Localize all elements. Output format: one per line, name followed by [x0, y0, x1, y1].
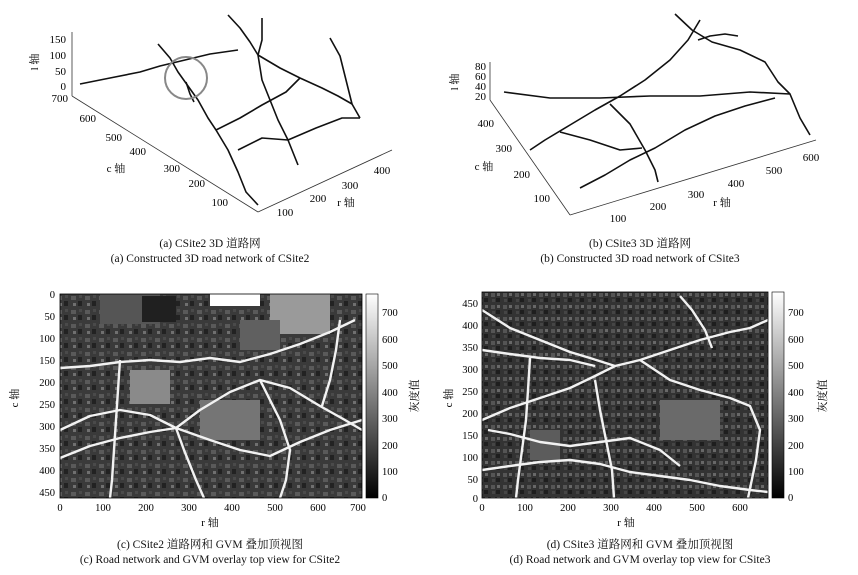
- panel-d-y-tick: 450: [462, 299, 478, 310]
- panel-c-cb-tick: 700: [382, 308, 398, 319]
- panel-a-c-tick: 600: [79, 113, 96, 125]
- panel-c-y-tick: 0: [49, 290, 55, 301]
- panel-c-x-tick: 200: [138, 503, 154, 514]
- panel-b-c-tick: 400: [477, 118, 494, 130]
- panel-b-c-tick: 200: [513, 169, 530, 181]
- panel-a-c-axis-label: c 轴: [106, 163, 126, 175]
- panel-d-cb-tick: 200: [788, 441, 804, 452]
- panel-c-x-tick: 100: [95, 503, 111, 514]
- panel-b-c-tick: 100: [533, 193, 550, 205]
- panel-c-y-tick: 450: [39, 488, 55, 499]
- panel-d-x-tick: 600: [732, 503, 748, 514]
- panel-d-y-tick: 400: [462, 321, 478, 332]
- panel-c-caption: [0, 538, 420, 568]
- panel-d-x-tick: 100: [517, 503, 533, 514]
- panel-c-building: [200, 400, 260, 440]
- panel-c-building: [210, 294, 260, 306]
- panel-d-x-ticks: [479, 503, 748, 514]
- panel-d-y-ticks: [462, 299, 478, 505]
- panel-b-r-tick: 100: [609, 213, 627, 225]
- panel-c-cb-tick: 300: [382, 414, 398, 425]
- panel-c-x-ticks: [57, 503, 366, 514]
- panel-c-y-tick: 350: [39, 444, 55, 455]
- panel-b-l-tick: 20: [475, 91, 486, 103]
- panel-d-cb-tick: 400: [788, 388, 804, 399]
- panel-c-building: [142, 296, 176, 322]
- panel-d-caption: [430, 538, 850, 568]
- panel-b-r-tick: 600: [802, 152, 820, 164]
- panel-c-x-tick: 300: [181, 503, 197, 514]
- panel-d-x-axis-label: r 轴: [617, 517, 635, 529]
- panel-a-caption-en: (a) Constructed 3D road network of CSite2: [110, 253, 310, 265]
- panel-d-y-axis-label: c 轴: [443, 388, 455, 408]
- panel-c-y-tick: 100: [39, 334, 55, 345]
- panel-b-l-tick: 40: [475, 81, 486, 93]
- panel-d-y-tick: 250: [462, 387, 478, 398]
- panel-c-cb-tick: 0: [382, 493, 388, 504]
- panel-a-c-tick: 300: [163, 163, 180, 175]
- panel-a-r-tick: 200: [309, 193, 327, 205]
- panel-b-caption-en: (b) Constructed 3D road network of CSite3: [540, 253, 740, 265]
- panel-a-l-tick: 100: [49, 50, 66, 62]
- panel-c-y-axis-label: c 轴: [9, 388, 21, 408]
- panel-a-caption-cn: (a) CSite2 3D 道路网: [159, 238, 261, 250]
- panel-a-road-network: [80, 15, 360, 205]
- panel-b-l-tick: 60: [475, 71, 486, 83]
- panel-c-y-ticks: [39, 290, 55, 499]
- panel-c-x-axis-label: r 轴: [201, 517, 219, 529]
- panel-d-y-tick: 200: [462, 409, 478, 420]
- panel-d-y-tick: 150: [462, 431, 478, 442]
- panel-c-x-tick: 500: [267, 503, 283, 514]
- panel-d-y-tick: 100: [462, 453, 478, 464]
- panel-d-x-tick: 200: [560, 503, 576, 514]
- panel-b-c-tick: 300: [495, 143, 512, 155]
- panel-d-x-tick: 500: [689, 503, 705, 514]
- panel-d-cb-tick: 700: [788, 308, 804, 319]
- panel-d-gvm-image: [482, 292, 768, 498]
- panel-b-r-axis: [570, 140, 816, 215]
- panel-c-caption-cn: (c) CSite2 道路网和 GVM 叠加顶视图: [117, 539, 303, 551]
- panel-a-caption: [0, 237, 420, 267]
- panel-c-y-tick: 200: [39, 378, 55, 389]
- panel-a-c-tick: 200: [188, 178, 205, 190]
- panel-b-caption-cn: (b) CSite3 3D 道路网: [589, 238, 691, 250]
- panel-b-r-tick: 400: [727, 178, 745, 190]
- panel-b-3d-plot: [430, 0, 858, 228]
- panel-c-overlay-plot: [0, 280, 430, 530]
- panel-d-cb-tick: 0: [788, 493, 794, 504]
- panel-c-building: [240, 320, 280, 350]
- panel-c-y-tick: 250: [39, 400, 55, 411]
- panel-b-road-network: [504, 14, 810, 188]
- panel-d-caption-cn: (d) CSite3 道路网和 GVM 叠加顶视图: [546, 539, 734, 551]
- panel-b-c-axis-label: c 轴: [474, 161, 494, 173]
- panel-b-r-tick: 200: [649, 201, 667, 213]
- panel-c-y-tick: 300: [39, 422, 55, 433]
- panel-c-colorbar-ticks: [382, 308, 398, 504]
- panel-b-r-tick: 500: [765, 165, 783, 177]
- panel-c-caption-en: (c) Road network and GVM overlay top view for CSite2: [79, 554, 341, 566]
- panel-c-x-tick: 400: [224, 503, 240, 514]
- panel-d-cb-tick: 300: [788, 414, 804, 425]
- panel-c-y-tick: 400: [39, 466, 55, 477]
- panel-b-r-tick: 300: [687, 189, 705, 201]
- panel-d-caption-en: (d) Road network and GVM overlay top view for CSite3: [509, 554, 771, 566]
- panel-a-r-tick: 300: [341, 180, 359, 192]
- panel-d-y-tick: 50: [467, 475, 478, 486]
- panel-b-l-axis-label: l 轴: [449, 73, 461, 91]
- panel-b-caption: [430, 237, 850, 267]
- panel-a-c-tick: 100: [211, 197, 228, 209]
- panel-a-c-tick: 500: [105, 132, 122, 144]
- panel-c-x-tick: 0: [57, 503, 63, 514]
- panel-d-cb-tick: 600: [788, 335, 804, 346]
- panel-d-overlay-plot: [430, 280, 858, 530]
- panel-d-y-tick: 0: [472, 494, 478, 505]
- panel-d-colorbar-ticks: [788, 308, 804, 504]
- panel-a-l-axis-label: l 轴: [29, 53, 41, 71]
- panel-a-l-tick: 50: [55, 66, 66, 78]
- panel-c-x-tick: 600: [310, 503, 326, 514]
- panel-c-cb-tick: 500: [382, 361, 398, 372]
- panel-c-building: [130, 370, 170, 404]
- panel-d-y-tick: 350: [462, 343, 478, 354]
- panel-c-y-tick: 150: [39, 356, 55, 367]
- panel-b-r-axis-label: r 轴: [713, 197, 731, 209]
- panel-c-cb-tick: 600: [382, 335, 398, 346]
- panel-a-3d-plot: [0, 0, 430, 228]
- panel-d-x-tick: 400: [646, 503, 662, 514]
- panel-a-l-tick: 150: [49, 34, 66, 46]
- panel-d-building: [660, 400, 720, 440]
- panel-a-l-tick: 0: [60, 81, 66, 93]
- panel-d-cb-tick: 100: [788, 467, 804, 478]
- panel-a-c-tick: 700: [51, 93, 68, 105]
- panel-c-colorbar-label: 灰度值: [409, 379, 421, 413]
- panel-a-c-tick: 400: [129, 146, 146, 158]
- panel-c-x-tick: 700: [350, 503, 366, 514]
- panel-a-highlight-circle: [165, 57, 207, 99]
- panel-c-colorbar: [366, 294, 378, 498]
- panel-d-cb-tick: 500: [788, 361, 804, 372]
- panel-a-r-tick: 100: [276, 207, 294, 219]
- panel-a-r-axis-label: r 轴: [337, 197, 355, 209]
- panel-b-l-tick: 80: [475, 61, 486, 73]
- panel-d-colorbar-label: 灰度值: [817, 379, 829, 413]
- panel-b-c-axis: [490, 100, 570, 215]
- panel-d-x-tick: 0: [479, 503, 485, 514]
- panel-c-cb-tick: 200: [382, 441, 398, 452]
- panel-d-colorbar: [772, 292, 784, 498]
- panel-d-y-tick: 300: [462, 365, 478, 376]
- panel-c-cb-tick: 400: [382, 388, 398, 399]
- panel-c-cb-tick: 100: [382, 467, 398, 478]
- panel-a-r-tick: 400: [373, 165, 391, 177]
- panel-c-y-tick: 50: [44, 312, 55, 323]
- panel-d-x-tick: 300: [603, 503, 619, 514]
